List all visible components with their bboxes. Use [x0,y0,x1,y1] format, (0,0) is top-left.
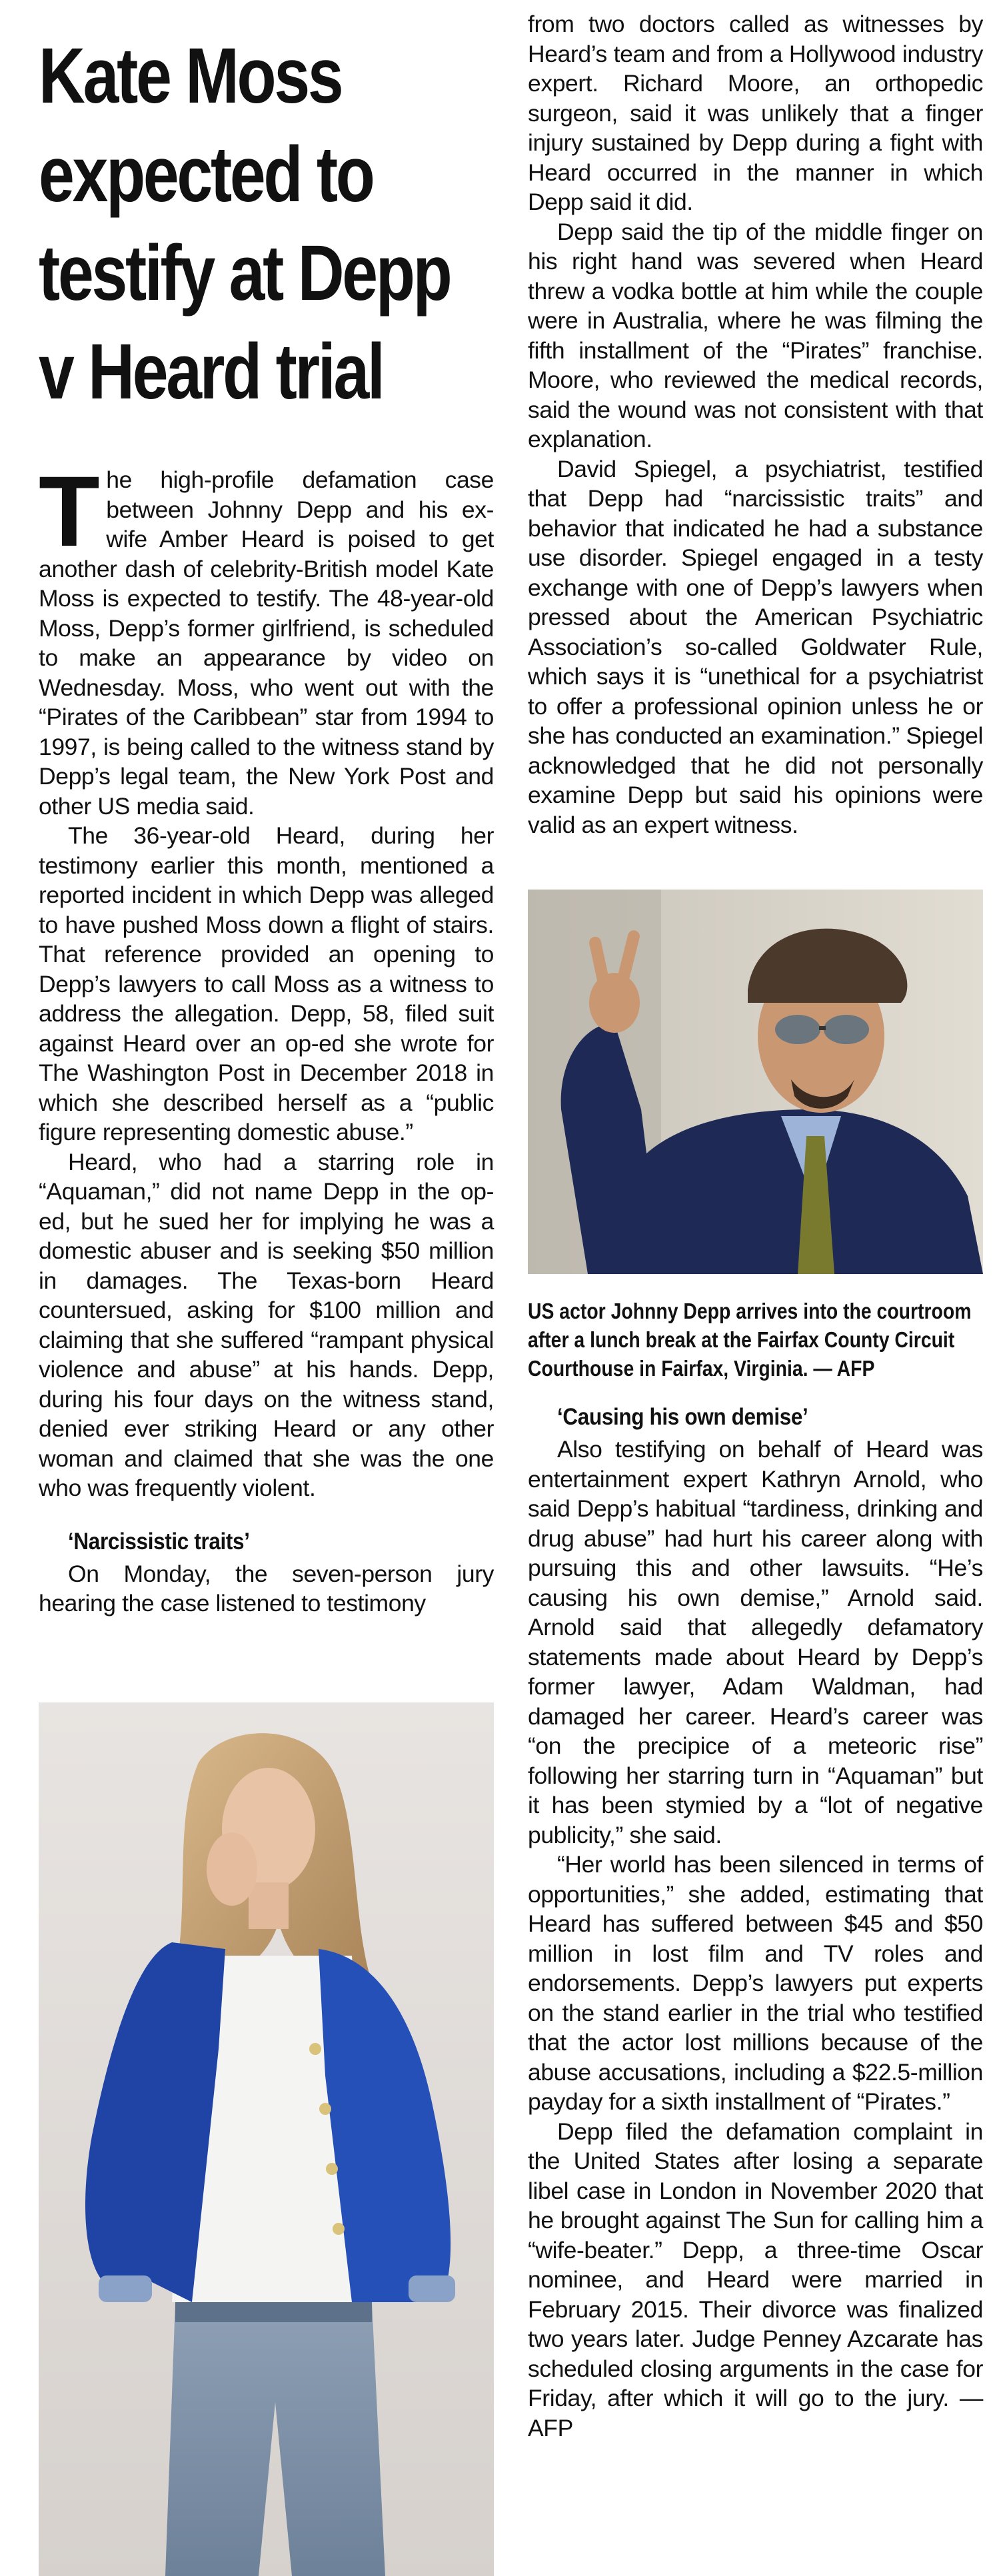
body-paragraph: On Monday, the seven-person jury hearing the case listened to testimony [39,1560,494,1616]
right-column-lower [528,1297,983,2443]
lead-paragraph-text: he high-profile defamation case between Johnny Depp and his ex-wife Amber Heard is poised to get another dash of celebrity-British model Kate Moss is expected to testify. The 48-year-old Moss, Depp’s former girlfriend, is scheduled to make an appearance by video on Wednesday. Moss, who went out with the “Pirates of the Caribbean” star from 1994 to 1997, is being called to the witness stand by Depp’s legal team, the New York Post and other US media said. [39,466,494,820]
subhead-narcissistic-traits: ‘Narcissistic traits’ [68,1528,250,1555]
right-body-top [528,9,983,840]
body-paragraph: “Her world has been silenced in terms of opportunities,” she added, estimating that Heard has suffered between $45 and $50 million in lost film and TV roles and endorsements. Depp’s lawyers put experts on the stand earlier in the trial who testified that the actor lost millions because of the abuse accusations, including a $22.5-million payday for a sixth installment of “Pirates.” [528,1851,983,2115]
kate-moss-photo-illustration [39,1702,494,2576]
body-paragraph: Also testifying on behalf of Heard was entertainment expert Kathryn Arnold, who said Depp’s habitual “tardiness, drinking and drug abuse” had hurt his career along with pursuing this and other lawsuits. “He’s causing his own demise,” Arnold said. Arnold said that allegedly defamatory statements made about Heard by Depp’s former lawyer, Adam Waldman, had damaged her career. Heard’s career was “on the precipice of a meteoric rise” following her starring turn in “Aquaman” but it has been stymied by a “lot of negative publicity,” she said. [528,1436,983,1848]
body-paragraph: Heard, who had a starring role in “Aquaman,” did not name Depp in the op-ed, but he sued her for implying he was a domestic abuser and is seeking $50 million in damages. The Texas-born Heard countersued, asking for $100 million and claiming that she suffered “rampant physical violence and abuse” at his hands. Depp, during his four days on the witness stand, denied ever striking Heard or any other woman and claimed that she was the one who was frequently violent. [39,1148,494,1501]
lead-paragraph [39,455,494,821]
body-paragraph: Depp filed the defamation complaint in the United States after losing a separate libel case in London in November 2020 that he brought against The Sun for calling him a “wife-beater.” Depp, a three-time Oscar nominee, and Heard were married in February 2015. Their divorce was finalized two years later. Judge Penney Azcarate has scheduled closing arguments in the case for Friday, after which it will go to the jury. — AFP [528,2118,983,2441]
left-body [39,455,494,1618]
johnny-depp-photo [528,890,983,1274]
kate-moss-photo [39,1702,494,2576]
headline: Kate Moss expected to testify at Depp v Heard trial [39,32,451,416]
body-paragraph: from two doctors called as witnesses by Heard’s team and from a Hollywood industry expert. Richard Moore, an orthopedic surgeon, said it was unlikely that a finger injury sustained by Depp during a fight with Heard occurred in the manner in which Depp said it did. [528,11,983,215]
right-body-bottom [528,1403,983,2443]
left-column [39,0,494,1618]
body-paragraph: The 36-year-old Heard, during her testimony earlier this month, mentioned a reported incident in which Depp was alleged to have pushed Moss down a flight of stairs. That reference provided an opening to Depp’s lawyers to call Moss as a witness to address the allegation. Depp, 58, filed suit against Heard over an op-ed she wrote for The Washington Post in December 2018 in which she described herself as a “public figure representing domestic abuse.” [39,822,494,1145]
photo-caption: US actor Johnny Depp arrives into the courtroom after a lunch break at the Fairfax County Circuit Courthouse in Fairfax, Virginia. — AFP [528,1299,972,1381]
right-column [528,0,983,840]
body-paragraph: David Spiegel, a psychiatrist, testified that Depp had “narcissistic traits” and behavior that indicated he had a substance use disorder. Spiegel engaged in a testy exchange with one of Depp’s lawyers when pressed about the American Psychiatric Association’s so-called Goldwater Rule, which says it is “unethical for a psychiatrist to offer a professional opinion unless he or she has conducted an examination.” Spiegel acknowledged that he did not personally examine Depp but said his opinions were valid as an expert witness. [528,455,983,838]
subhead-causing-his-own-demise: ‘Causing his own demise’ [557,1404,808,1430]
drop-cap: T [39,455,100,567]
body-paragraph: Depp said the tip of the middle finger on his right hand was severed when Heard threw a vodka bottle at him while the couple were in Australia, where he was filming the fifth installment of the “Pirates” franchise. Moore, who reviewed the medical records, said the wound was not consistent with that explanation. [528,218,983,452]
johnny-depp-photo-illustration [528,890,983,1274]
